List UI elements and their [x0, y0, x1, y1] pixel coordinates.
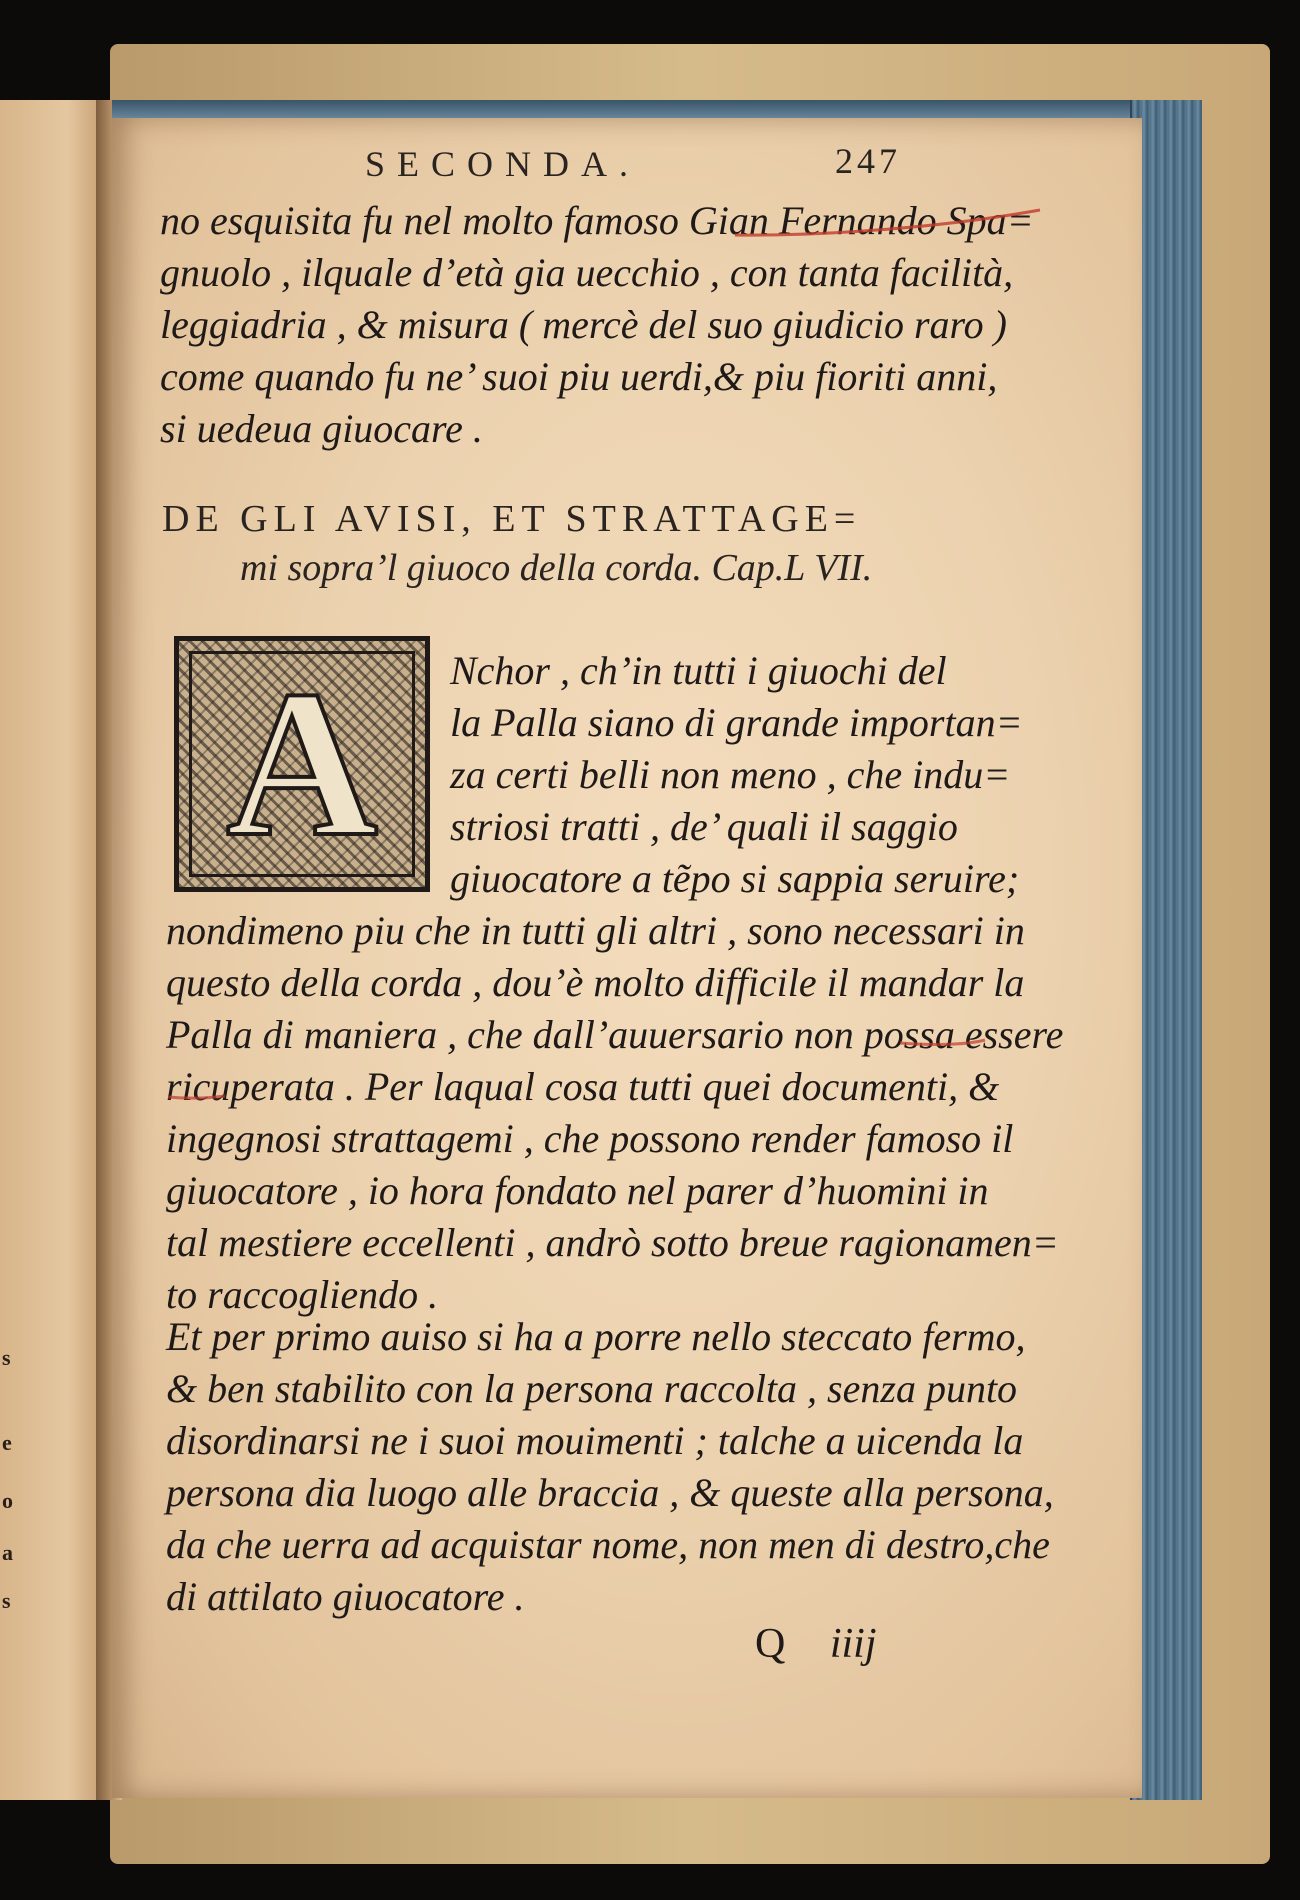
- red-underline: [735, 210, 1040, 235]
- left-mark: a: [2, 1540, 13, 1565]
- page-number: 247: [835, 141, 901, 181]
- text-line: no esquisita fu nel molto famoso Gian Fernando Spa=: [160, 198, 1034, 243]
- text-line: questo della corda , dou’è molto difficile il mandar la: [166, 960, 1025, 1005]
- text-line: ricuperata . Per laqual cosa tutti quei documenti, &: [166, 1064, 1000, 1109]
- chapter-title-line-1: DE GLI AVISI, ET STRATTAGE=: [162, 498, 862, 540]
- text-line: giuocatore a tẽpo si sappia seruire;: [450, 856, 1020, 901]
- text-line: da che uerra ad acquistar nome, non men di destro,che: [166, 1522, 1050, 1567]
- chapter-title-line-2: mi sopra’l giuoco della corda. Cap.L VII.: [240, 547, 873, 589]
- text-line: leggiadria , & misura ( mercè del suo giudicio raro ): [160, 302, 1007, 347]
- text-line: Palla di maniera , che dall’auuersario non possa essere: [166, 1012, 1064, 1057]
- decorated-initial-letter: A: [226, 648, 378, 880]
- text-line: & ben stabilito con la persona raccolta , senza punto: [166, 1366, 1018, 1411]
- text-line: Nchor , ch’in tutti i giuochi del: [450, 648, 947, 693]
- text-line: gnuolo , ilquale d’età gia uecchio , con tanta facilità,: [160, 250, 1014, 295]
- signature-letter: Q: [755, 1621, 786, 1667]
- running-head: SECONDA.: [365, 144, 641, 184]
- text-line: za certi belli non meno , che indu=: [450, 752, 1011, 797]
- text-line: giuocatore , io hora fondato nel parer d’huomini in: [166, 1168, 989, 1213]
- left-mark: s: [2, 1345, 11, 1370]
- text-line: ingegnosi strattagemi , che possono render famoso il: [166, 1116, 1014, 1161]
- text-line: Et per primo auiso si ha a porre nello steccato fermo,: [166, 1314, 1026, 1359]
- text-line: striosi tratti , de’ quali il saggio: [450, 804, 958, 849]
- signature-number: iiij: [829, 1621, 877, 1667]
- red-underline: [900, 1040, 985, 1044]
- text-line: la Palla siano di grande importan=: [450, 700, 1023, 745]
- text-line: nondimeno piu che in tutti gli altri , sono necessari in: [166, 908, 1025, 953]
- left-mark: e: [2, 1430, 12, 1455]
- left-mark: o: [2, 1488, 13, 1513]
- text-line: to raccogliendo .: [166, 1272, 439, 1317]
- text-line: tal mestiere eccellenti , andrò sotto breue ragionamen=: [166, 1220, 1059, 1265]
- left-mark: s: [2, 1588, 11, 1613]
- text-line: disordinarsi ne i suoi mouimenti ; talche a uicenda la: [166, 1418, 1024, 1463]
- text-line: come quando fu ne’ suoi piu uerdi,& piu fioriti anni,: [160, 354, 998, 399]
- red-underline: [168, 1096, 225, 1098]
- text-line: persona dia luogo alle braccia , & queste alla persona,: [166, 1470, 1054, 1515]
- text-line: di attilato giuocatore .: [166, 1574, 525, 1619]
- text-line: si uedeua giuocare .: [160, 406, 483, 451]
